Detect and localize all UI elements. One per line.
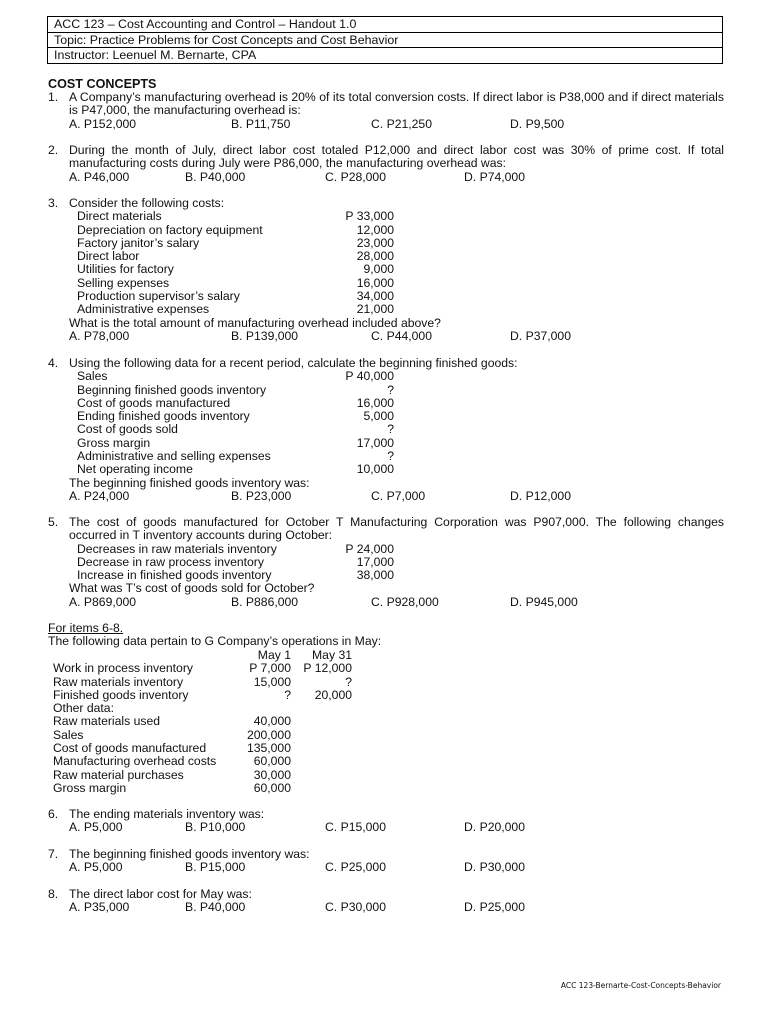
table-row: [77, 250, 724, 263]
row-label: Manufacturing overhead costs: [53, 754, 217, 769]
row-value: P 33,000: [345, 209, 394, 224]
row-label: Decreases in raw materials inventory: [77, 541, 277, 556]
question-text: The ending materials inventory was:: [69, 807, 265, 821]
row-label: Raw materials inventory: [53, 674, 184, 689]
table-row: [53, 702, 373, 715]
question-text: What is the total amount of manufacturing overhead included above?: [69, 315, 441, 330]
choice-a: A. P5,000: [69, 860, 123, 875]
choice-d: D. P37,000: [510, 328, 571, 343]
row-label: Cost of goods manufactured: [53, 741, 207, 756]
choice-c: C. P21,250: [371, 116, 432, 131]
table-row: [77, 370, 724, 383]
row-label: Depreciation on factory equipment: [77, 222, 263, 237]
may-1-value: 15,000: [253, 674, 291, 689]
choice-b: B. P886,000: [231, 594, 299, 609]
choice-b: B. P23,000: [231, 488, 292, 503]
row-label: Raw materials used: [53, 714, 161, 729]
may-1-value: 40,000: [253, 714, 291, 729]
row-label: Cost of goods sold: [77, 422, 178, 437]
choice-a: A. P46,000: [69, 169, 130, 184]
table-row: [53, 782, 373, 795]
table-row: [77, 397, 724, 410]
row-label: Administrative and selling expenses: [77, 449, 271, 464]
question-number: 6.: [48, 807, 59, 821]
row-value: 17,000: [356, 554, 394, 569]
question-5: [48, 516, 724, 609]
table-row: [53, 742, 373, 755]
table-row: [77, 450, 724, 463]
row-value: ?: [387, 422, 394, 437]
row-value: 23,000: [356, 235, 394, 250]
question-intro: Using the following data for a recent period, calculate the beginning finished goods:: [69, 356, 518, 370]
question-text: A Company’s manufacturing overhead is 20% of its total conversion costs. If direct labor is P38,000 and if direct materials is P47,000, the manufacturing overhead is:: [69, 90, 724, 118]
table-row: [53, 729, 373, 742]
table-row: [53, 676, 373, 689]
may-1-value: P 7,000: [249, 661, 291, 676]
table-row: [77, 290, 724, 303]
question-1: [48, 91, 724, 131]
inventory-changes-table: [77, 543, 724, 583]
row-label: Selling expenses: [77, 275, 170, 290]
choice-c: C. P25,000: [325, 860, 386, 875]
question-number: 2.: [48, 143, 59, 157]
row-label: Direct labor: [77, 249, 140, 264]
answer-choices: [69, 596, 724, 609]
answer-choices: [69, 330, 724, 343]
question-2: [48, 144, 724, 184]
choice-d: D. P74,000: [464, 169, 525, 184]
row-label: Production supervisor’s salary: [77, 289, 240, 304]
row-value: 17,000: [356, 435, 394, 450]
items-intro: The following data pertain to G Company’s operations in May:: [48, 634, 382, 649]
question-number: 4.: [48, 356, 59, 370]
row-value: ?: [387, 449, 394, 464]
question-intro: The cost of goods manufactured for October T Manufacturing Corporation was P907,000. The following changes occurred in T inventory accounts during October:: [69, 515, 724, 543]
course-title: ACC 123 – Cost Accounting and Control – Handout 1.0: [48, 17, 722, 33]
choice-c: C. P928,000: [371, 594, 439, 609]
cost-table: [77, 210, 724, 316]
may-31-value: ?: [345, 674, 352, 689]
header-box: [47, 16, 723, 64]
choice-b: B. P40,000: [185, 900, 246, 915]
row-value: 16,000: [356, 395, 394, 410]
choice-d: D. P20,000: [464, 820, 525, 835]
choice-b: B. P40,000: [185, 169, 246, 184]
choice-a: A. P24,000: [69, 488, 130, 503]
column-header-may-31: May 31: [312, 648, 352, 662]
question-text: During the month of July, direct labor cost totaled P12,000 and direct labor cost was 30% of prime cost. If total manufacturing costs during July were P86,000, the manufacturing overhead was:: [69, 143, 724, 171]
choice-d: D. P945,000: [510, 594, 578, 609]
row-value: 10,000: [356, 462, 394, 477]
row-value: P 40,000: [345, 369, 394, 384]
table-row: [53, 769, 373, 782]
table-row: [77, 543, 724, 556]
row-value: ?: [387, 382, 394, 397]
question-3: [48, 197, 724, 343]
row-value: 28,000: [356, 249, 394, 264]
row-label: Sales: [53, 727, 84, 742]
question-text: What was T’s cost of goods sold for October?: [69, 581, 315, 596]
row-label: Decrease in raw process inventory: [77, 554, 264, 569]
row-label: Net operating income: [77, 462, 193, 477]
table-row: [53, 689, 373, 702]
question-number: 7.: [48, 847, 59, 861]
table-row: [77, 410, 724, 423]
table-header-row: [53, 649, 373, 662]
answer-choices: [69, 118, 724, 131]
may-1-value: 200,000: [246, 727, 291, 742]
row-label: Utilities for factory: [77, 262, 174, 277]
choice-d: D. P12,000: [510, 488, 571, 503]
table-row: [77, 384, 724, 397]
row-label: Raw material purchases: [53, 767, 184, 782]
question-text: The direct labor cost for May was:: [69, 887, 252, 901]
instructor-line: Instructor: Leenuel M. Bernarte, CPA: [54, 48, 257, 62]
row-label: Finished goods inventory: [53, 687, 189, 702]
question-text: The beginning finished goods inventory was:: [69, 475, 310, 490]
question-text: The beginning finished goods inventory was:: [69, 847, 310, 861]
may-31-value: 20,000: [314, 687, 352, 702]
table-row: [77, 263, 724, 276]
choice-b: B. P10,000: [185, 820, 246, 835]
row-label: Direct materials: [77, 209, 162, 224]
choice-d: D. P25,000: [464, 900, 525, 915]
row-label: Work in process inventory: [53, 661, 193, 676]
answer-choices: [69, 901, 724, 914]
may-1-value: 60,000: [253, 780, 291, 795]
row-value: 21,000: [356, 302, 394, 317]
question-number: 3.: [48, 196, 59, 210]
question-8: [48, 888, 724, 915]
choice-c: C. P28,000: [325, 169, 386, 184]
question-intro: Consider the following costs:: [69, 196, 225, 210]
table-row: [53, 755, 373, 768]
table-row: [77, 556, 724, 569]
row-value: 5,000: [363, 409, 394, 424]
choice-a: A. P78,000: [69, 328, 130, 343]
column-header-may-1: May 1: [257, 648, 291, 662]
may-1-value: 60,000: [253, 754, 291, 769]
row-label: Increase in finished goods inventory: [77, 568, 272, 583]
choice-a: A. P869,000: [69, 594, 137, 609]
row-value: 9,000: [363, 262, 394, 277]
question-7: [48, 848, 724, 875]
row-value: P 24,000: [345, 541, 394, 556]
row-value: 16,000: [356, 275, 394, 290]
answer-choices: [69, 861, 724, 874]
choice-b: B. P139,000: [231, 328, 299, 343]
choice-d: D. P30,000: [464, 860, 525, 875]
row-value: 38,000: [356, 568, 394, 583]
table-row: [77, 423, 724, 436]
choice-b: B. P11,750: [231, 116, 291, 131]
row-label: Factory janitor’s salary: [77, 235, 200, 250]
row-label: Beginning finished goods inventory: [77, 382, 267, 397]
section-title: COST CONCEPTS: [48, 77, 157, 91]
data-table: [77, 370, 724, 476]
answer-choices: [69, 171, 724, 184]
choice-c: C. P44,000: [371, 328, 432, 343]
topic-line: Topic: Practice Problems for Cost Concepts and Cost Behavior: [48, 33, 722, 49]
choice-a: A. P152,000: [69, 116, 137, 131]
items-6-8-heading: [48, 622, 381, 649]
may-1-value: 30,000: [253, 767, 291, 782]
row-label: Administrative expenses: [77, 302, 210, 317]
row-label: Gross margin: [53, 780, 127, 795]
g-company-table: [53, 649, 373, 795]
choice-a: A. P5,000: [69, 820, 123, 835]
choice-a: A. P35,000: [69, 900, 130, 915]
question-number: 1.: [48, 90, 59, 104]
row-value: 12,000: [356, 222, 394, 237]
may-31-value: P 12,000: [303, 661, 352, 676]
page-footer: ACC 123-Bernarte-Cost-Concepts-Behavior: [560, 981, 721, 990]
question-number: 5.: [48, 515, 59, 529]
row-label: Sales: [77, 369, 108, 384]
table-row: [77, 277, 724, 290]
table-row: [77, 463, 724, 476]
table-row: [53, 715, 373, 728]
question-6: [48, 808, 724, 835]
row-label: Cost of goods manufactured: [77, 395, 231, 410]
choice-c: C. P15,000: [325, 820, 386, 835]
row-label: Gross margin: [77, 435, 151, 450]
table-row: [77, 210, 724, 223]
may-1-value: ?: [284, 687, 291, 702]
choice-d: D. P9,500: [510, 116, 565, 131]
table-row: [77, 569, 724, 582]
answer-choices: [69, 490, 724, 503]
answer-choices: [69, 821, 724, 834]
row-value: 34,000: [356, 289, 394, 304]
table-row: [77, 303, 724, 316]
choice-c: C. P30,000: [325, 900, 386, 915]
choice-b: B. P15,000: [185, 860, 246, 875]
table-row: [77, 437, 724, 450]
row-label: Other data:: [53, 701, 114, 716]
table-row: [53, 662, 373, 675]
question-4: [48, 357, 724, 503]
items-label: For items 6-8.: [48, 621, 124, 635]
choice-c: C. P7,000: [371, 488, 426, 503]
table-row: [77, 237, 724, 250]
may-1-value: 135,000: [246, 741, 291, 756]
question-number: 8.: [48, 887, 59, 901]
row-label: Ending finished goods inventory: [77, 409, 250, 424]
table-row: [77, 224, 724, 237]
